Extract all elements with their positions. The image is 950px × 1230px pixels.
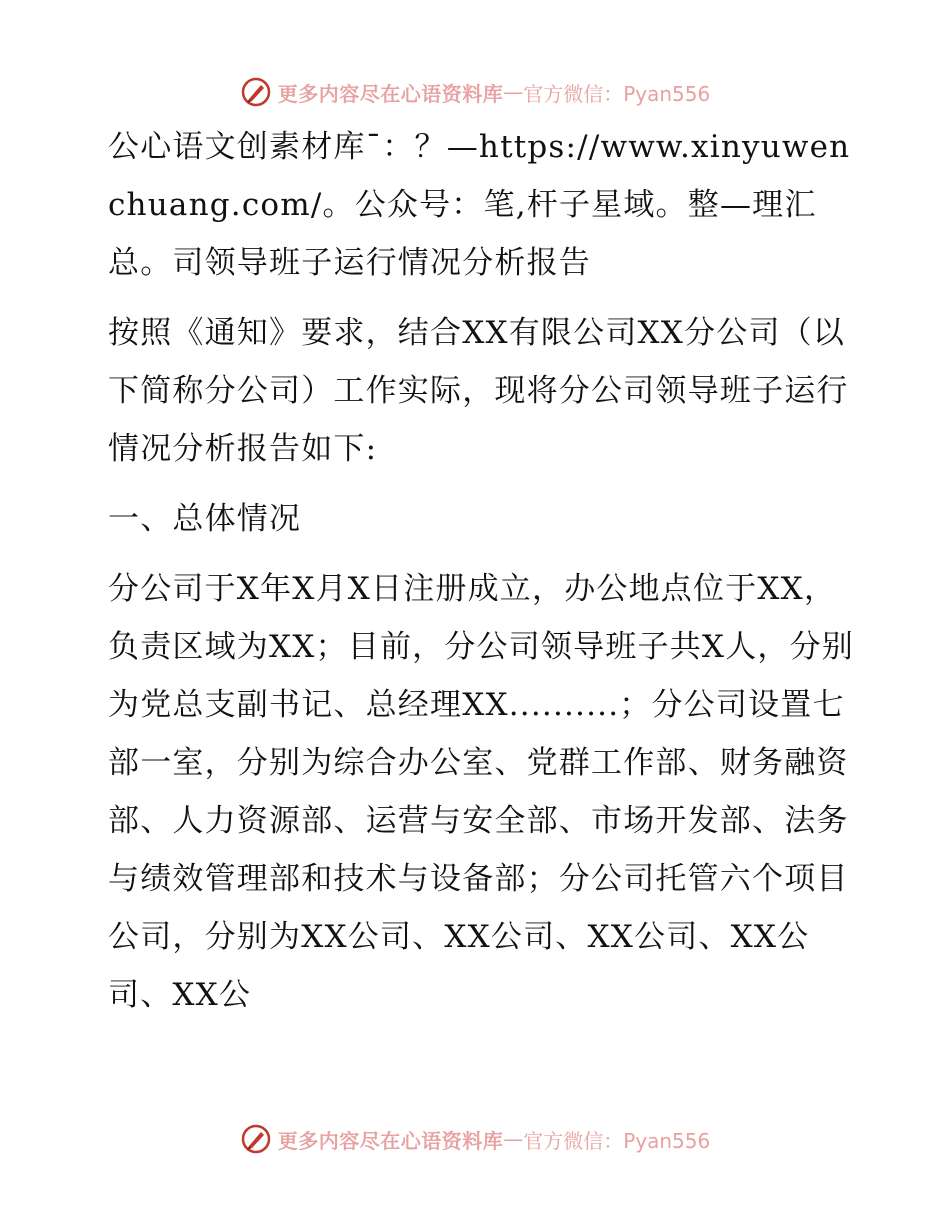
watermark-text: 更多内容尽在心语资料库 <box>277 81 504 106</box>
document-body <box>98 118 858 1024</box>
footer-watermark <box>0 1119 950 1159</box>
section-heading: 一、总体情况 <box>108 501 302 537</box>
paragraph-overview: 分公司于X年X月X日注册成立，办公地点位于XX，负责区域为XX；目前，分公司领导班子共X人，分别为党总支副书记、总经理XX..........；分公司设置七部一室，分别为综合办公室、党群工作部、财务融资部、人力资源部、运营与安全部、市场开发部、法务与绩效管理部和技术与设备部；分公司托管六个项目公司，分别为XX公司、XX公司、XX公司、XX公司、XX公 <box>108 571 855 1013</box>
header-watermark <box>0 72 950 112</box>
paragraph-title: 公心语文创素材库¯：？—https://www.xinyuwenchuang.com/。公众号：笔,杆子星域。整—理汇总。司领导班子运行情况分析报告 <box>108 129 851 281</box>
pen-logo-icon <box>240 76 272 108</box>
watermark-dash: — <box>503 1127 524 1151</box>
watermark-text: 更多内容尽在心语资料库 <box>277 1128 504 1153</box>
watermark-wechat: 官方微信：Pyan556 <box>523 81 711 106</box>
pen-logo-icon <box>240 1123 272 1155</box>
watermark-dash: — <box>503 80 524 104</box>
paragraph-intro: 按照《通知》要求，结合XX有限公司XX分公司（以下简称分公司）工作实际，现将分公司领导班子运行情况分析报告如下: <box>108 315 849 467</box>
watermark-wechat: 官方微信：Pyan556 <box>523 1128 711 1153</box>
